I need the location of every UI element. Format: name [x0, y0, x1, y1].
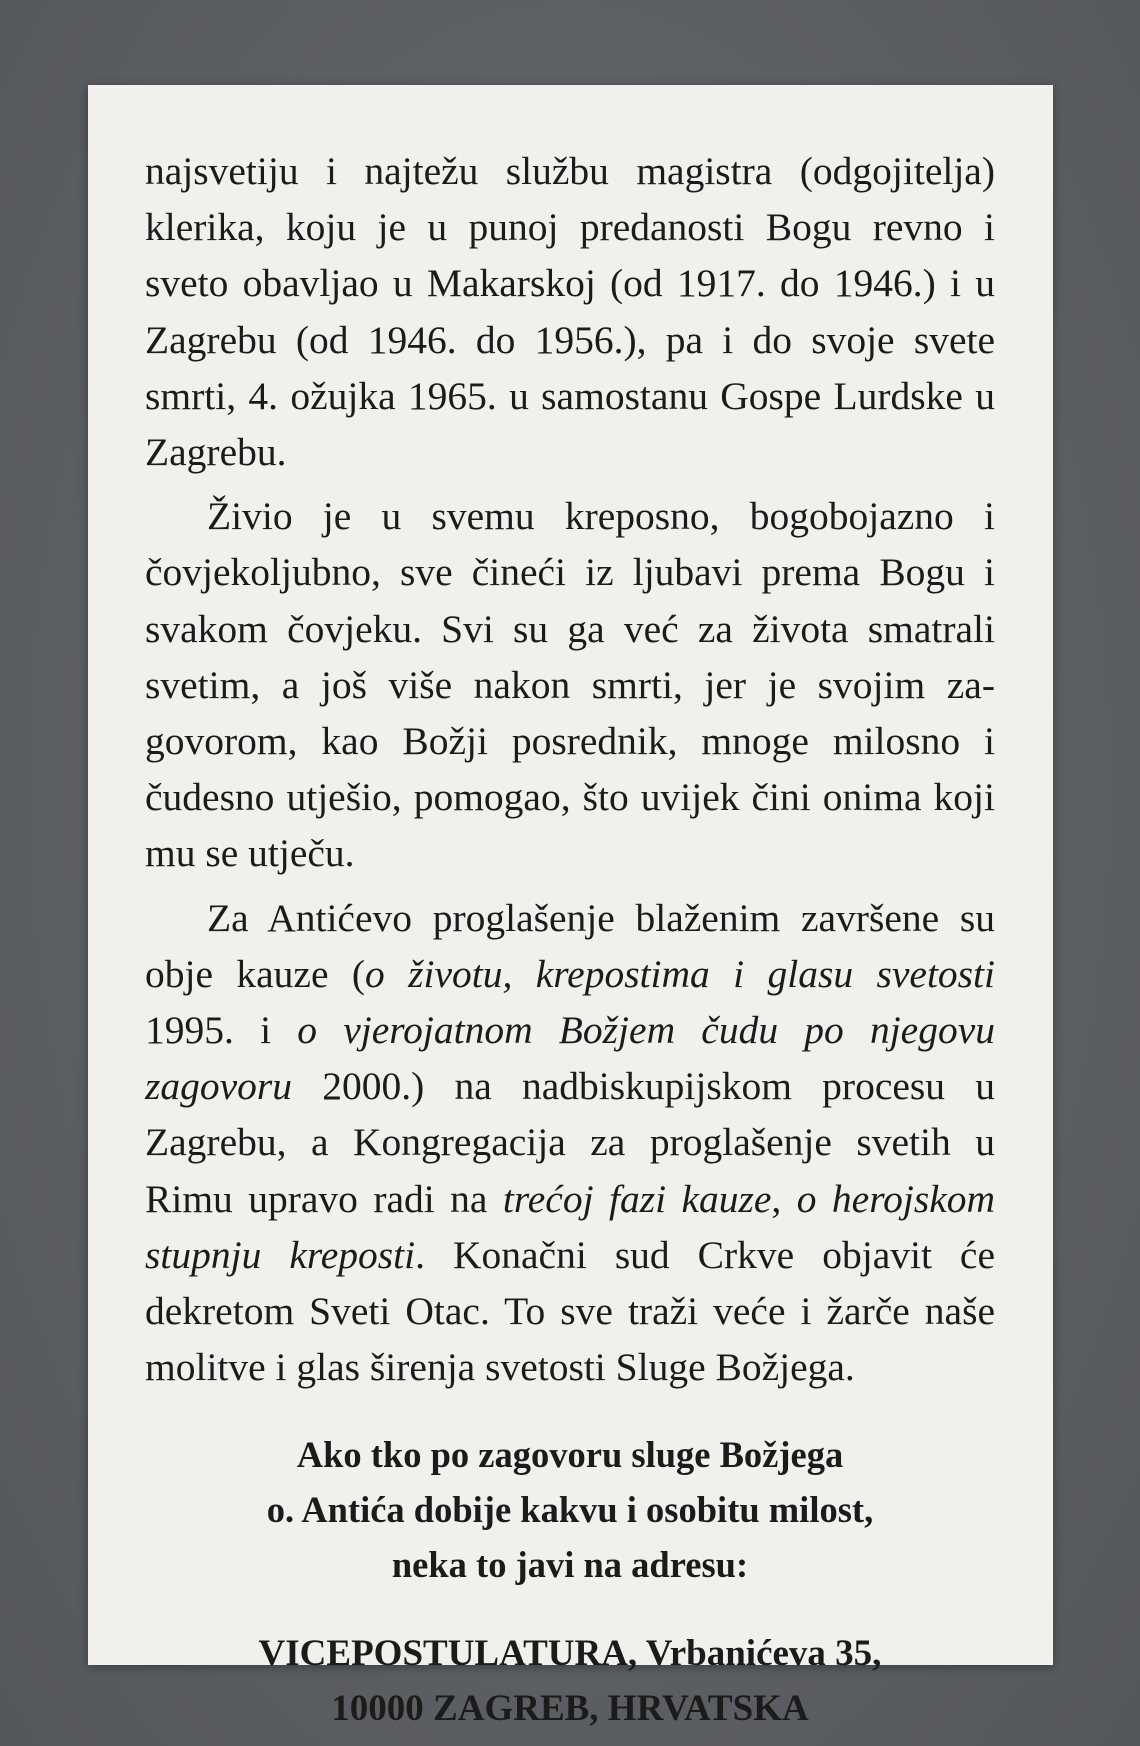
text-run: 2000.) na nadbiskupijskom procesu u Zagrebu, a Kongregacija za proglašenje svetih u Rimu upravo radi na [145, 1064, 995, 1221]
body-text [145, 143, 995, 1395]
text-run: Za Antićevo proglašenje blaženim završene su obje kauze ( [145, 895, 995, 996]
notice-line-3: neka to javi na adresu: [391, 1544, 749, 1586]
text-run: 1995. i [145, 1008, 298, 1053]
notice-line-2: o. Antića dobije kakvu i osobitu milost, [266, 1489, 874, 1531]
postal-address [145, 1626, 995, 1736]
address-line-1: VICEPOSTULATURA, Vrbanićeva 35, [258, 1633, 882, 1675]
italic-phrase: trećoj fazi kauze [502, 1176, 772, 1221]
italic-phrase: o životu, krepostima i glasu svetosti [365, 951, 995, 996]
address-line-2: 10000 ZAGREB, HRVATSKA [331, 1688, 809, 1730]
text-run: Živio je u svemu kreposno, bogobojazno i čovjekoljubno, sve čineći iz ljubavi prema Bogu i svakom čovjeku. Svi su ga već za života smatrali svetim, a još više nakon smrti, jer je svojim zagovorom, kao Božji posrednik, mnoge milosno i čudesno utješio, pomogao, što uvijek čini onima koji mu se utječu. [145, 494, 995, 876]
text-run: , [771, 1176, 797, 1221]
paragraph-3 [145, 890, 995, 1396]
intercession-notice [145, 1427, 995, 1592]
italic-phrase: o vjerojatnom Božjem čudu po njegovu zagovoru [145, 1008, 995, 1109]
notice-line-1: Ako tko po zagovoru sluge Božjega [296, 1434, 844, 1476]
paragraph-1 [145, 143, 995, 480]
paragraph-2 [145, 488, 995, 881]
italic-phrase: o herojskom stupnju kreposti [145, 1176, 996, 1277]
text-run: . Konačni sud Crkve objavit će dekretom Sveti Otac. To sve traži veće i žarče naše molitve i glas širenja svetosti Sluge Božjega. [145, 1232, 995, 1390]
prayer-card [88, 85, 1053, 1730]
text-run: najsvetiju i najtežu službu magistra (odgojitelja) klerika, koju je u punoj predanosti Bogu revno i sveto obavljao u Makarskoj (od 1917. do 1946.) i u Zagrebu (od 1946. do 1956.), pa i do svoje svete smrti, 4. ožujka 1965. u samostanu Gospe Lurdske u Zagrebu. [145, 149, 995, 475]
